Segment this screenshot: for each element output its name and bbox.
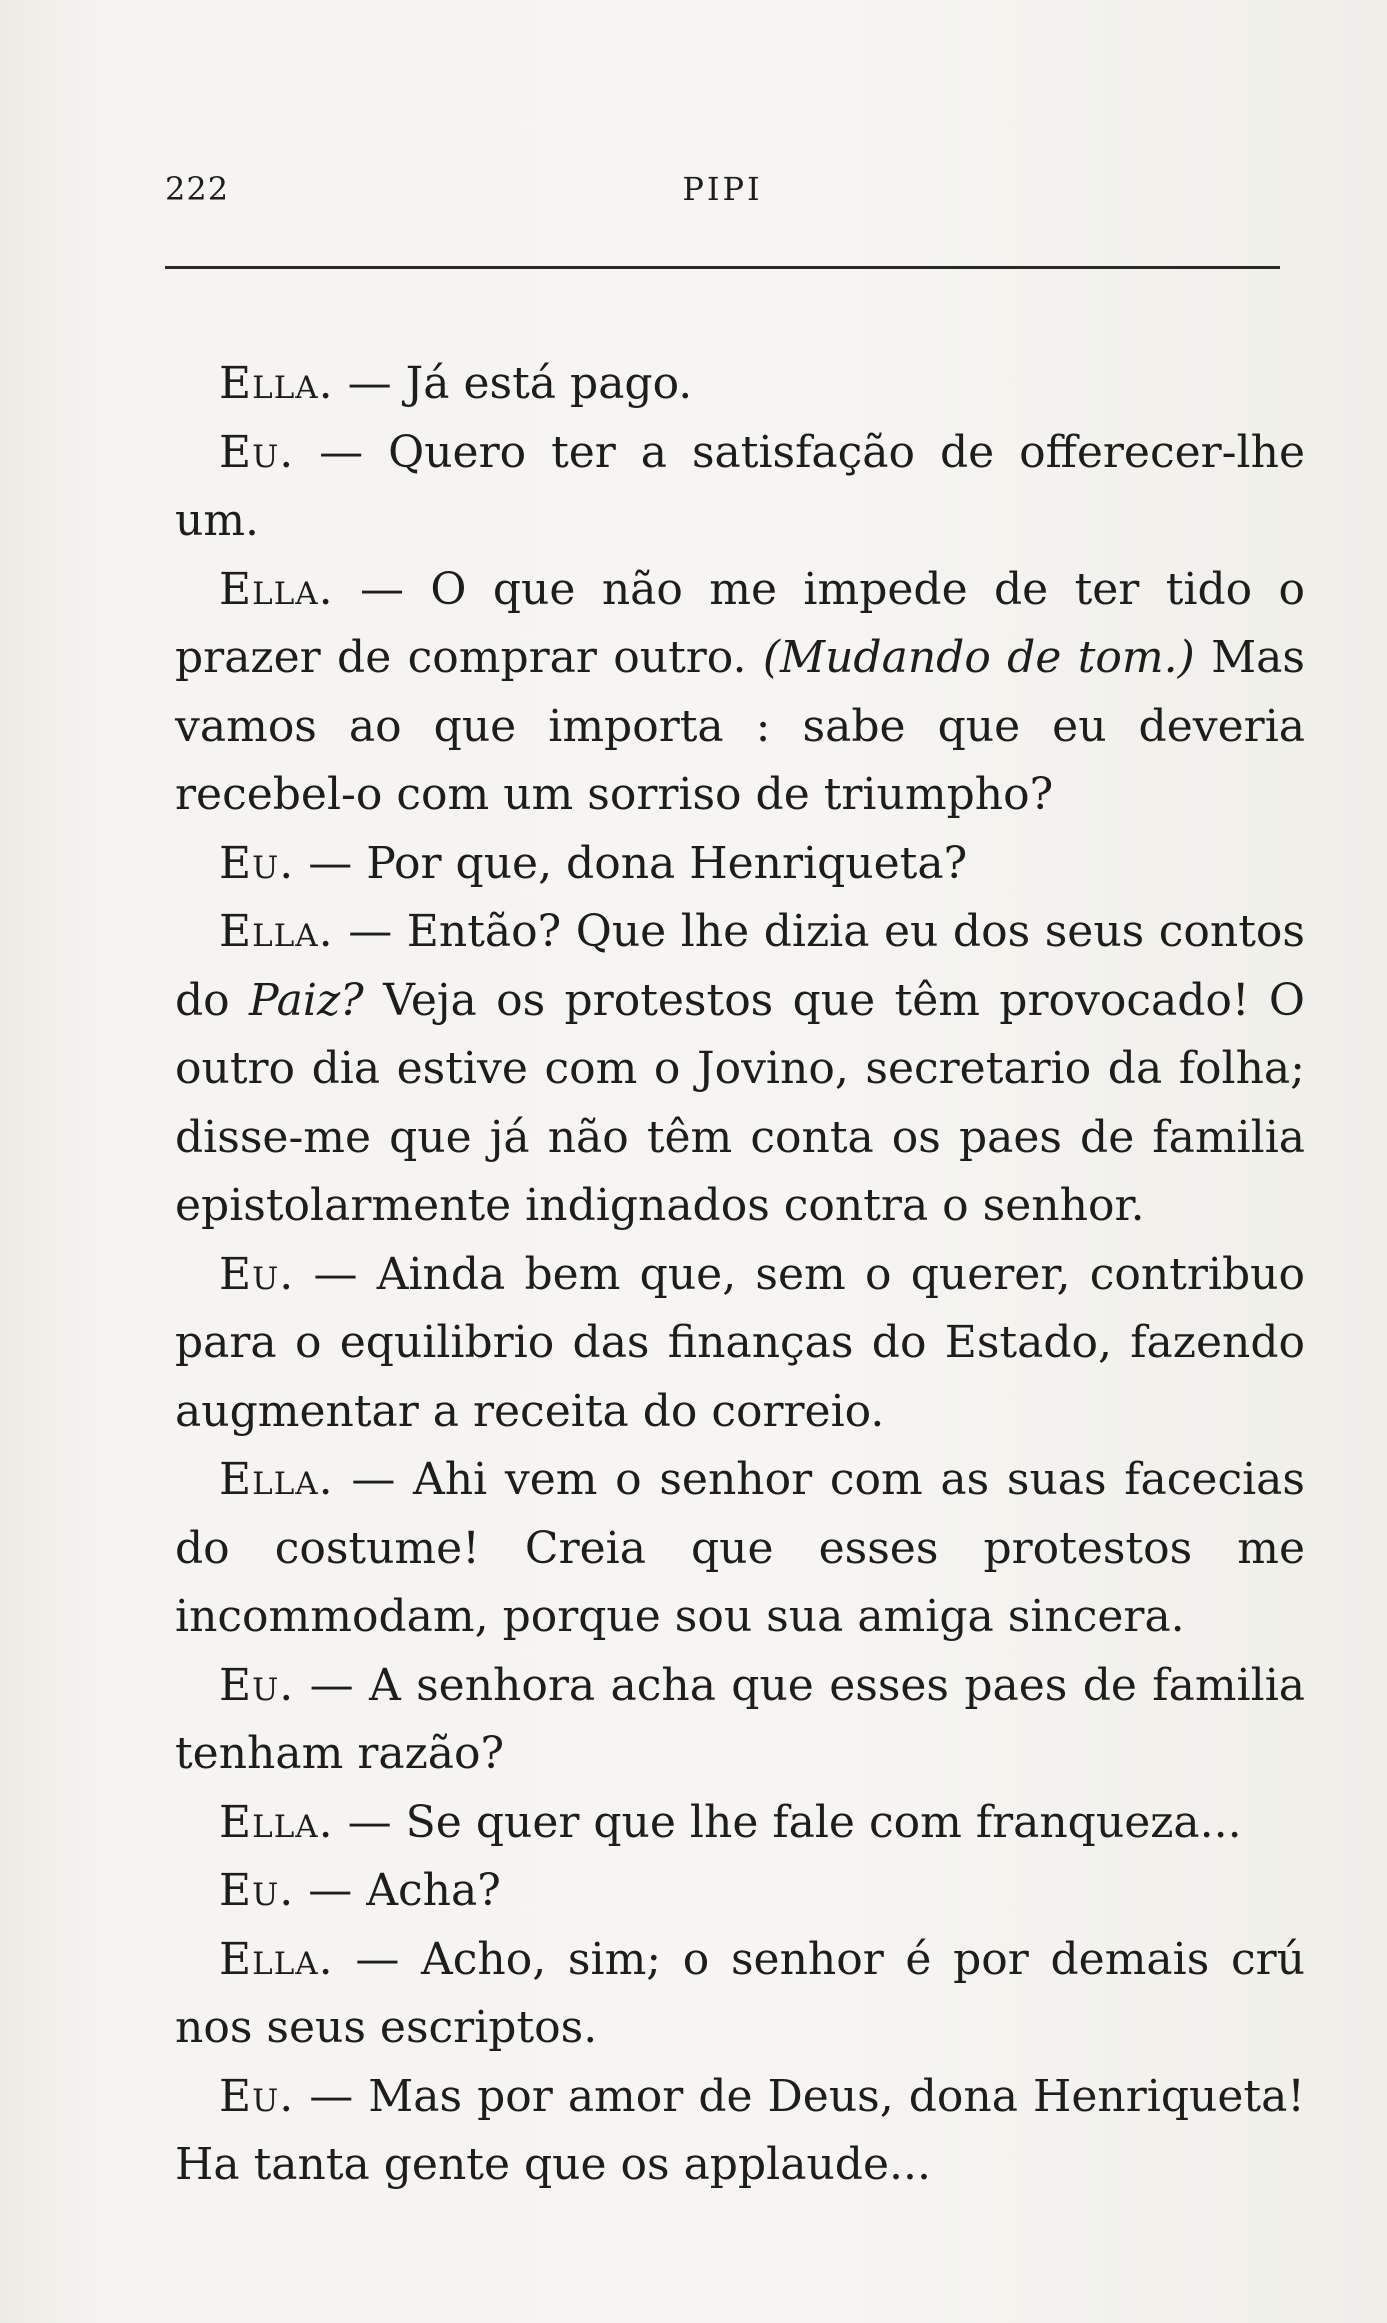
speaker-name: Ella. — [219, 1454, 334, 1505]
paragraph — [175, 1926, 1305, 2063]
paragraph — [175, 1789, 1305, 1858]
speech-text: — A senhora acha que esses paes de familia tenham razão? — [175, 1659, 1305, 1779]
paragraph — [175, 1446, 1305, 1652]
paragraph — [175, 1241, 1305, 1447]
speech-text: Veja os protestos que têm provocado! O outro dia estive com o Jovino, secretario da folha; disse-me que já não têm conta os paes de familia epistolarmente indignados contra o senhor. — [175, 974, 1305, 1231]
speaker-name: Ella. — [219, 563, 334, 615]
speech-text: — O que não me impede de ter tido o prazer de comprar outro. — [175, 563, 1305, 683]
speaker-name: Eu. — [219, 426, 295, 478]
speech-text: — Então? Que lhe dizia eu dos seus contos do — [175, 906, 1305, 1026]
paragraph — [175, 556, 1305, 830]
speech-text: Mas vamos ao que importa : sabe que eu deveria recebel-o com um sorriso de triumpho? — [175, 632, 1305, 820]
speech-text: — Por que, dona Henriqueta? — [294, 837, 968, 889]
header-rule — [165, 266, 1280, 269]
newspaper-title: Paiz? — [249, 974, 364, 1026]
speaker-name: Eu. — [219, 1865, 295, 1916]
speaker-name: Ella. — [219, 358, 334, 409]
page-number: 222 — [165, 170, 230, 208]
speaker-name: Ella. — [219, 906, 334, 957]
running-title: PIPI — [682, 170, 763, 208]
speaker-name: Ella. — [219, 1933, 334, 1985]
paragraph — [175, 1857, 1305, 1926]
speech-text: — Acha? — [294, 1865, 501, 1916]
speaker-name: Eu. — [219, 1248, 295, 1300]
page-header — [165, 170, 1280, 220]
speaker-name: Ella. — [219, 1796, 334, 1848]
speech-text: — Já está pago. — [333, 358, 693, 409]
speech-text: — Ahi vem o senhor com as suas facecias do costume! Creia que esses protestos me incommodam, porque sou sua amiga sincera. — [175, 1454, 1305, 1642]
speaker-name: Eu. — [219, 2070, 295, 2122]
paragraph — [175, 350, 1305, 419]
paragraph — [175, 898, 1305, 1241]
speech-text: — Ainda bem que, sem o querer, contribuo para o equilibrio das finanças do Estado, fazendo augmentar a receita do correio. — [175, 1248, 1305, 1437]
speech-text: — Acho, sim; o senhor é por demais crú nos seus escriptos. — [175, 1933, 1305, 2053]
paragraph — [175, 1652, 1305, 1789]
speech-text: — Se quer que lhe fale com franqueza... — [333, 1796, 1242, 1848]
paragraph — [175, 419, 1305, 556]
paragraph — [175, 830, 1305, 899]
speaker-name: Eu. — [219, 1659, 295, 1711]
stage-direction: (Mudando de tom.) — [762, 632, 1195, 683]
paragraph — [175, 2063, 1305, 2200]
speech-text: — Mas por amor de Deus, dona Henriqueta! Ha tanta gente que os applaude... — [175, 2070, 1305, 2190]
speaker-name: Eu. — [219, 837, 295, 889]
speech-text: — Quero ter a satisfação de offerecer-lhe um. — [175, 426, 1305, 546]
dialogue-text — [175, 350, 1305, 2200]
